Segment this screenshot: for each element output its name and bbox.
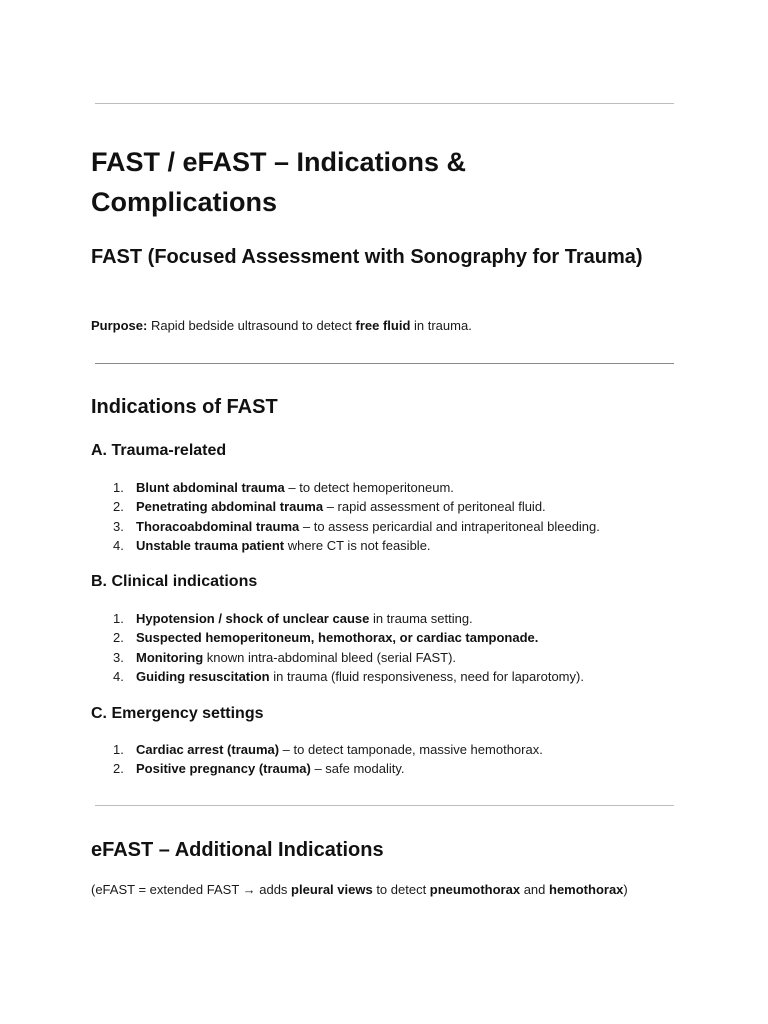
list-item-bold: Positive pregnancy (trauma) <box>136 761 311 777</box>
efast-note <box>91 881 628 899</box>
purpose-label: Purpose: <box>91 318 148 333</box>
efast-note-text: and <box>520 882 550 897</box>
list-item-text: – rapid assessment of peritoneal fluid. <box>323 499 546 515</box>
list-item <box>91 478 600 497</box>
efast-note-bold: pneumothorax <box>429 882 521 897</box>
list-item-number: 2. <box>113 630 124 646</box>
list-item-number: 4. <box>113 537 124 553</box>
list-item-number: 4. <box>113 668 124 684</box>
top-divider <box>95 103 674 104</box>
list-item <box>91 609 584 628</box>
list-item-text: – to detect tamponade, massive hemothorax. <box>279 742 543 757</box>
list-item-number: 2. <box>113 499 124 515</box>
section-a-list <box>91 478 600 555</box>
efast-note-bold: hemothorax <box>549 882 624 897</box>
list-item-text: – to assess pericardial and intraperitoneal bleeding. <box>299 518 600 534</box>
fast-heading: FAST (Focused Assessment with Sonography for Trauma) <box>91 246 643 268</box>
list-item-text: – safe modality. <box>310 761 405 777</box>
list-item-bold: Penetrating abdominal trauma <box>136 499 324 515</box>
list-item-number: 1. <box>113 611 124 626</box>
list-item-text: in trauma (fluid responsiveness, need for laparotomy). <box>269 668 584 684</box>
bottom-divider <box>95 805 674 806</box>
list-item-bold: Monitoring <box>136 649 204 665</box>
list-item-text: – to detect hemoperitoneum. <box>284 480 454 495</box>
list-item-bold: Blunt abdominal trauma <box>136 480 285 495</box>
section-c-heading: C. Emergency settings <box>91 705 264 722</box>
section-b-heading: B. Clinical indications <box>91 573 258 590</box>
list-item-bold: Thoracoabdominal trauma <box>136 518 300 534</box>
list-item <box>91 628 584 647</box>
list-item <box>91 759 543 778</box>
purpose-emphasis: free fluid <box>355 318 411 333</box>
list-item-bold: Cardiac arrest (trauma) <box>136 742 280 757</box>
list-item-number: 1. <box>113 742 124 757</box>
section-c-list <box>91 740 543 779</box>
list-item-bold: Guiding resuscitation <box>136 668 270 684</box>
list-item <box>91 497 600 516</box>
purpose-text-after: in trauma. <box>410 318 472 333</box>
list-item <box>91 648 584 667</box>
list-item-number: 3. <box>113 518 124 534</box>
efast-note-bold: pleural views <box>291 882 373 897</box>
list-item <box>91 667 584 686</box>
efast-note-text: ) <box>623 882 628 897</box>
list-item-number: 3. <box>113 649 124 665</box>
list-item-bold: Hypotension / shock of unclear cause <box>136 611 370 626</box>
list-item-bold: Suspected hemoperitoneum, hemothorax, or cardiac tamponade. <box>136 630 539 646</box>
purpose-paragraph <box>91 317 472 335</box>
list-item <box>91 740 543 759</box>
purpose-text-before: Rapid bedside ultrasound to detect <box>147 318 356 333</box>
efast-note-text: (eFAST = extended FAST → adds <box>91 882 292 897</box>
section-a-heading: A. Trauma-related <box>91 442 227 459</box>
list-item-text: where CT is not feasible. <box>284 537 431 553</box>
indications-heading: Indications of FAST <box>91 396 278 418</box>
list-item-text: in trauma setting. <box>369 611 473 626</box>
efast-note-text: to detect <box>372 882 430 897</box>
efast-heading: eFAST – Additional Indications <box>91 839 384 861</box>
list-item-text: known intra-abdominal bleed (serial FAST). <box>203 649 457 665</box>
list-item-bold: Unstable trauma patient <box>136 537 285 553</box>
list-item <box>91 517 600 536</box>
list-item-number: 2. <box>113 761 124 777</box>
list-item <box>91 536 600 555</box>
list-item-number: 1. <box>113 480 124 495</box>
page-title: FAST / eFAST – Indications & Complications <box>91 147 467 217</box>
section-divider <box>95 363 674 364</box>
section-b-list <box>91 609 584 686</box>
